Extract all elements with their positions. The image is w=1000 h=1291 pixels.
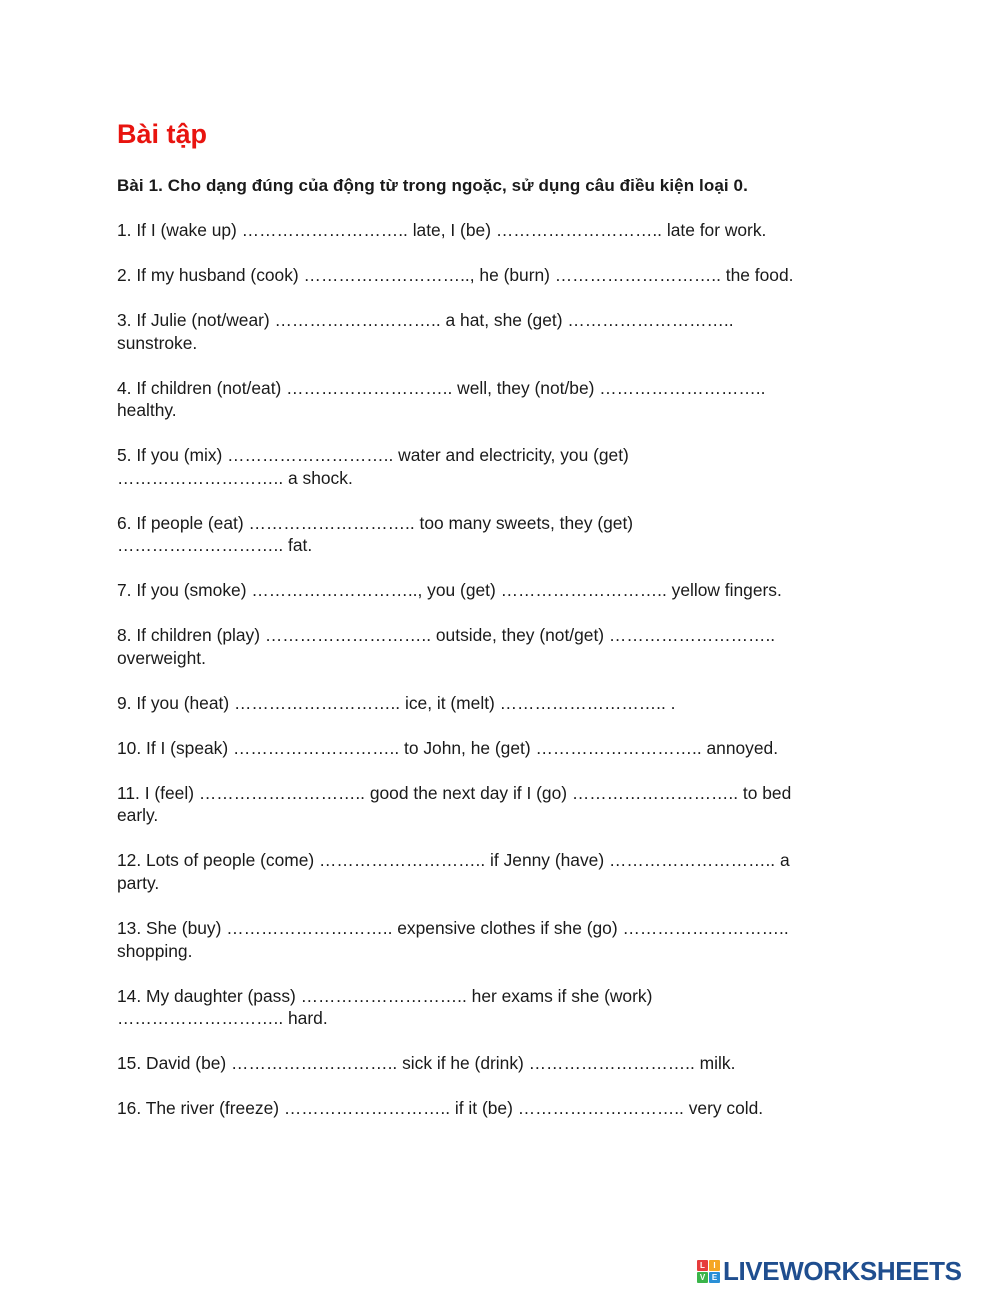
exercise-line: 10. If I (speak) ……………………….. to John, he (get) ……………………….. annoyed. <box>117 737 779 758</box>
exercise-item <box>117 849 887 894</box>
exercise-item <box>117 512 887 557</box>
liveworksheets-wordmark: LIVEWORKSHEETS <box>723 1256 962 1286</box>
exercise-line: 8. If children (play) ……………………….. outside, they (not/get) ……………………….. <box>117 625 776 646</box>
exercise-line: 7. If you (smoke) ……………………….., you (get) ……………………….. yellow fingers. <box>117 580 782 601</box>
worksheet-title: Bài tập <box>117 119 208 149</box>
exercise-item <box>117 377 887 422</box>
exercise-line: 13. She (buy) ……………………….. expensive clothes if she (go) ……………………….. <box>117 917 789 938</box>
exercise-instruction: Bài 1. Cho dạng đúng của động từ trong ngoặc, sử dụng câu điều kiện loại 0. <box>117 176 748 195</box>
exercise-line: ……………………….. a shock. <box>117 467 353 488</box>
exercise-line: overweight. <box>117 647 206 668</box>
exercise-line: 6. If people (eat) ……………………….. too many sweets, they (get) <box>117 512 634 533</box>
exercise-line: 5. If you (mix) ……………………….. water and electricity, you (get) <box>117 445 629 466</box>
exercise-item <box>117 917 887 962</box>
exercise-item <box>117 624 887 669</box>
logo-tile: I <box>709 1260 720 1271</box>
exercise-line: 14. My daughter (pass) ……………………….. her exams if she (work) <box>117 985 653 1006</box>
exercise-item <box>117 1097 887 1120</box>
liveworksheets-logo <box>697 1258 962 1284</box>
exercise-line: 9. If you (heat) ……………………….. ice, it (melt) ……………………….. . <box>117 692 676 713</box>
exercise-item <box>117 692 887 715</box>
liveworksheets-icon <box>697 1260 720 1283</box>
exercise-line: 15. David (be) ……………………….. sick if he (drink) ……………………….. milk. <box>117 1053 736 1074</box>
exercise-item <box>117 782 887 827</box>
exercise-line: healthy. <box>117 400 177 421</box>
exercise-list <box>117 219 887 1120</box>
exercise-item <box>117 309 887 354</box>
exercise-line: 12. Lots of people (come) ……………………….. if Jenny (have) ……………………….. a <box>117 850 790 871</box>
logo-tile: E <box>709 1272 720 1283</box>
exercise-item <box>117 1052 887 1075</box>
exercise-line: 2. If my husband (cook) ……………………….., he (burn) ……………………….. the food. <box>117 264 794 285</box>
worksheet <box>117 112 887 1142</box>
exercise-line: ……………………….. hard. <box>117 1008 328 1029</box>
exercise-line: 4. If children (not/eat) ……………………….. well, they (not/be) ……………………….. <box>117 377 766 398</box>
logo-tile: L <box>697 1260 708 1271</box>
exercise-item <box>117 444 887 489</box>
exercise-item <box>117 219 887 242</box>
logo-tile: V <box>697 1272 708 1283</box>
exercise-item <box>117 264 887 287</box>
exercise-line: shopping. <box>117 940 193 961</box>
exercise-line: sunstroke. <box>117 332 198 353</box>
exercise-line: 16. The river (freeze) ……………………….. if it (be) ……………………….. very cold. <box>117 1098 764 1119</box>
exercise-line: early. <box>117 805 159 826</box>
exercise-line: 3. If Julie (not/wear) ……………………….. a hat, she (get) ……………………….. <box>117 309 734 330</box>
exercise-line: 11. I (feel) ……………………….. good the next day if I (go) ……………………….. to bed <box>117 782 792 803</box>
exercise-item <box>117 985 887 1030</box>
exercise-line: 1. If I (wake up) ……………………….. late, I (be) ……………………….. late for work. <box>117 220 767 240</box>
exercise-item <box>117 579 887 602</box>
exercise-item <box>117 737 887 760</box>
exercise-line: ……………………….. fat. <box>117 535 313 556</box>
exercise-line: party. <box>117 872 160 893</box>
